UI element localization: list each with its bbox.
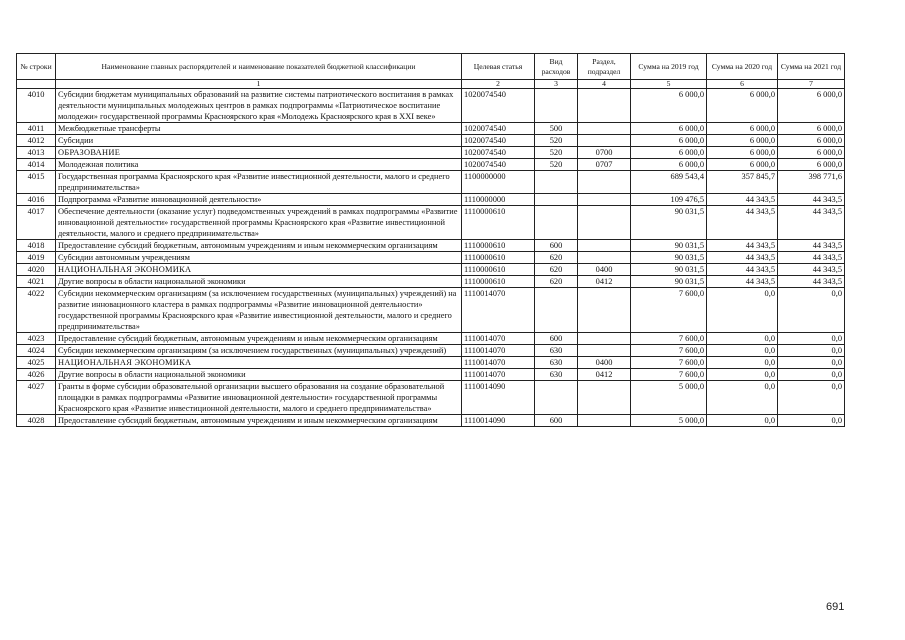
row-target-article: 1020074540 [462,123,535,135]
column-number: 4 [578,80,631,89]
row-sum-2019: 7 600,0 [631,345,707,357]
row-sum-2021: 0,0 [778,333,845,345]
row-number: 4012 [17,135,56,147]
table-row [17,252,845,264]
table-row [17,123,845,135]
budget-document [16,53,844,427]
row-sum-2019: 7 600,0 [631,369,707,381]
row-section [578,240,631,252]
row-expense-type: 500 [535,123,578,135]
row-number: 4019 [17,252,56,264]
row-section [578,89,631,123]
row-sum-2020: 0,0 [707,369,778,381]
row-target-article: 1110014070 [462,288,535,333]
row-section: 0400 [578,264,631,276]
row-expense-type: 600 [535,333,578,345]
row-number: 4015 [17,171,56,194]
row-sum-2021: 0,0 [778,345,845,357]
row-target-article: 1110000610 [462,240,535,252]
header-expense-type: Вид расходов [535,54,578,80]
row-sum-2021: 44 343,5 [778,264,845,276]
row-section [578,206,631,240]
row-section: 0412 [578,369,631,381]
row-sum-2021: 44 343,5 [778,252,845,264]
row-sum-2019: 90 031,5 [631,264,707,276]
row-sum-2021: 44 343,5 [778,206,845,240]
row-sum-2021: 6 000,0 [778,159,845,171]
table-row [17,357,845,369]
table-row [17,345,845,357]
row-section [578,252,631,264]
row-number: 4017 [17,206,56,240]
table-row [17,381,845,415]
table-row [17,333,845,345]
table-row [17,415,845,427]
row-sum-2021: 44 343,5 [778,276,845,288]
row-sum-2021: 398 771,6 [778,171,845,194]
row-number: 4016 [17,194,56,206]
row-expense-type: 620 [535,252,578,264]
row-number: 4020 [17,264,56,276]
row-sum-2021: 6 000,0 [778,147,845,159]
table-row [17,147,845,159]
column-number [17,80,56,89]
row-expense-type [535,171,578,194]
row-sum-2019: 6 000,0 [631,123,707,135]
row-name: Субсидии автономным учреждениям [56,252,462,264]
row-sum-2020: 0,0 [707,288,778,333]
column-number: 5 [631,80,707,89]
row-sum-2021: 0,0 [778,369,845,381]
row-section [578,194,631,206]
row-expense-type: 630 [535,345,578,357]
row-sum-2020: 6 000,0 [707,123,778,135]
row-sum-2019: 689 543,4 [631,171,707,194]
row-name: Подпрограмма «Развитие инновационной деятельности» [56,194,462,206]
row-name: Другие вопросы в области национальной экономики [56,276,462,288]
row-sum-2019: 6 000,0 [631,159,707,171]
row-expense-type [535,381,578,415]
row-name: Субсидии некоммерческим организациям (за исключением государственных (муниципальных) учреждений) на развитие инновационного кластера в рамках подпрограммы «Развитие инновационной деятельности» государственной программы Красноярского края «Развитие инвестиционной деятельности, малого и среднего предпринимательства» [56,288,462,333]
column-number: 2 [462,80,535,89]
row-name: Субсидии бюджетам муниципальных образований на развитие системы патриотического воспитания в рамках деятельности муниципальных молодежных центров в рамках подпрограммы «Патриотическое воспитание молодежи» государственной программы Красноярского края «Молодежь Красноярского края в XXI веке» [56,89,462,123]
row-sum-2021: 0,0 [778,288,845,333]
page-number: 691 [826,601,845,613]
row-name: НАЦИОНАЛЬНАЯ ЭКОНОМИКА [56,357,462,369]
row-section [578,171,631,194]
table-row [17,171,845,194]
row-sum-2019: 5 000,0 [631,381,707,415]
row-number: 4028 [17,415,56,427]
row-target-article: 1110014070 [462,333,535,345]
header-target-article: Целевая статья [462,54,535,80]
table-row [17,276,845,288]
row-sum-2019: 90 031,5 [631,276,707,288]
row-number: 4027 [17,381,56,415]
row-section: 0700 [578,147,631,159]
header-sum-2021: Сумма на 2021 год [778,54,845,80]
table-row [17,240,845,252]
row-expense-type: 630 [535,357,578,369]
row-section [578,345,631,357]
row-sum-2020: 0,0 [707,415,778,427]
row-sum-2020: 6 000,0 [707,89,778,123]
row-expense-type [535,89,578,123]
row-expense-type: 620 [535,264,578,276]
row-expense-type: 520 [535,135,578,147]
row-sum-2021: 0,0 [778,357,845,369]
row-target-article: 1110000610 [462,206,535,240]
row-sum-2019: 7 600,0 [631,333,707,345]
row-expense-type: 630 [535,369,578,381]
row-sum-2020: 0,0 [707,333,778,345]
row-name: Предоставление субсидий бюджетным, автономным учреждениям и иным некоммерческим организациям [56,415,462,427]
table-row [17,194,845,206]
row-target-article: 1100000000 [462,171,535,194]
row-name: Межбюджетные трансферты [56,123,462,135]
row-sum-2020: 6 000,0 [707,135,778,147]
row-target-article: 1110000610 [462,264,535,276]
row-sum-2020: 44 343,5 [707,240,778,252]
table-row [17,159,845,171]
row-sum-2020: 357 845,7 [707,171,778,194]
row-sum-2019: 90 031,5 [631,206,707,240]
row-section [578,415,631,427]
row-number: 4010 [17,89,56,123]
row-target-article: 1110014070 [462,345,535,357]
row-number: 4026 [17,369,56,381]
row-section: 0400 [578,357,631,369]
header-sum-2020: Сумма на 2020 год [707,54,778,80]
row-name: Гранты в форме субсидии образовательной организации высшего образования на создание образовательной площадки в рамках подпрограммы «Развитие инновационной деятельности» государственной программы Красноярского края «Развитие инвестиционной деятельности, малого и среднего предпринимательства» [56,381,462,415]
row-target-article: 1110014090 [462,415,535,427]
row-target-article: 1020074540 [462,135,535,147]
row-sum-2020: 6 000,0 [707,147,778,159]
row-sum-2020: 0,0 [707,357,778,369]
table-row [17,288,845,333]
row-name: Другие вопросы в области национальной экономики [56,369,462,381]
row-expense-type: 520 [535,159,578,171]
row-expense-type [535,288,578,333]
row-target-article: 1020074540 [462,159,535,171]
row-sum-2019: 90 031,5 [631,252,707,264]
column-number: 1 [56,80,462,89]
row-sum-2019: 109 476,5 [631,194,707,206]
row-sum-2021: 0,0 [778,381,845,415]
row-number: 4023 [17,333,56,345]
header-name: Наименование главных распорядителей и наименование показателей бюджетной классификации [56,54,462,80]
row-target-article: 1110014070 [462,357,535,369]
table-body [17,89,845,427]
table-row [17,264,845,276]
row-target-article: 1020074540 [462,89,535,123]
row-sum-2019: 7 600,0 [631,288,707,333]
row-sum-2019: 5 000,0 [631,415,707,427]
row-sum-2019: 7 600,0 [631,357,707,369]
table-row [17,89,845,123]
row-sum-2021: 44 343,5 [778,194,845,206]
row-section [578,123,631,135]
column-number: 7 [778,80,845,89]
row-sum-2021: 6 000,0 [778,135,845,147]
row-sum-2019: 6 000,0 [631,147,707,159]
row-sum-2020: 44 343,5 [707,264,778,276]
row-name: Субсидии [56,135,462,147]
row-number: 4024 [17,345,56,357]
row-target-article: 1110014070 [462,369,535,381]
row-expense-type [535,206,578,240]
row-section [578,333,631,345]
row-sum-2020: 0,0 [707,381,778,415]
row-sum-2021: 0,0 [778,415,845,427]
row-sum-2021: 6 000,0 [778,89,845,123]
row-expense-type: 620 [535,276,578,288]
row-sum-2020: 0,0 [707,345,778,357]
row-number: 4011 [17,123,56,135]
row-section [578,288,631,333]
row-section: 0412 [578,276,631,288]
row-sum-2021: 6 000,0 [778,123,845,135]
row-section [578,135,631,147]
header-sum-2019: Сумма на 2019 год [631,54,707,80]
row-number: 4021 [17,276,56,288]
row-name: ОБРАЗОВАНИЕ [56,147,462,159]
row-number: 4013 [17,147,56,159]
row-target-article: 1110014090 [462,381,535,415]
row-target-article: 1110000610 [462,276,535,288]
table-row [17,135,845,147]
row-expense-type: 520 [535,147,578,159]
row-expense-type: 600 [535,415,578,427]
row-name: Предоставление субсидий бюджетным, автономным учреждениям и иным некоммерческим организациям [56,240,462,252]
row-sum-2020: 44 343,5 [707,252,778,264]
row-number: 4018 [17,240,56,252]
header-section: Раздел, подраздел [578,54,631,80]
row-number: 4014 [17,159,56,171]
row-number: 4025 [17,357,56,369]
row-expense-type: 600 [535,240,578,252]
row-name: Предоставление субсидий бюджетным, автономным учреждениям и иным некоммерческим организациям [56,333,462,345]
row-sum-2020: 6 000,0 [707,159,778,171]
row-section [578,381,631,415]
row-expense-type [535,194,578,206]
row-target-article: 1110000610 [462,252,535,264]
row-name: Субсидии некоммерческим организациям (за исключением государственных (муниципальных) учреждений) [56,345,462,357]
row-target-article: 1110000000 [462,194,535,206]
row-sum-2020: 44 343,5 [707,194,778,206]
row-sum-2020: 44 343,5 [707,206,778,240]
column-number: 6 [707,80,778,89]
row-target-article: 1020074540 [462,147,535,159]
column-number: 3 [535,80,578,89]
row-sum-2021: 44 343,5 [778,240,845,252]
row-sum-2020: 44 343,5 [707,276,778,288]
budget-table [16,53,845,427]
row-section: 0707 [578,159,631,171]
row-sum-2019: 6 000,0 [631,89,707,123]
table-row [17,206,845,240]
header-row [17,54,845,80]
row-name: Обеспечение деятельности (оказание услуг) подведомственных учреждений в рамках подпрограммы «Развитие инновационной деятельности» государственной программы Красноярского края «Развитие инвестиционной деятельности, малого и среднего предпринимательства» [56,206,462,240]
row-name: Молодежная политика [56,159,462,171]
row-name: НАЦИОНАЛЬНАЯ ЭКОНОМИКА [56,264,462,276]
row-name: Государственная программа Красноярского края «Развитие инвестиционной деятельности, малого и среднего предпринимательства» [56,171,462,194]
row-sum-2019: 6 000,0 [631,135,707,147]
header-row-no: № строки [17,54,56,80]
table-row [17,369,845,381]
column-numbers-row [17,80,845,89]
row-number: 4022 [17,288,56,333]
row-sum-2019: 90 031,5 [631,240,707,252]
